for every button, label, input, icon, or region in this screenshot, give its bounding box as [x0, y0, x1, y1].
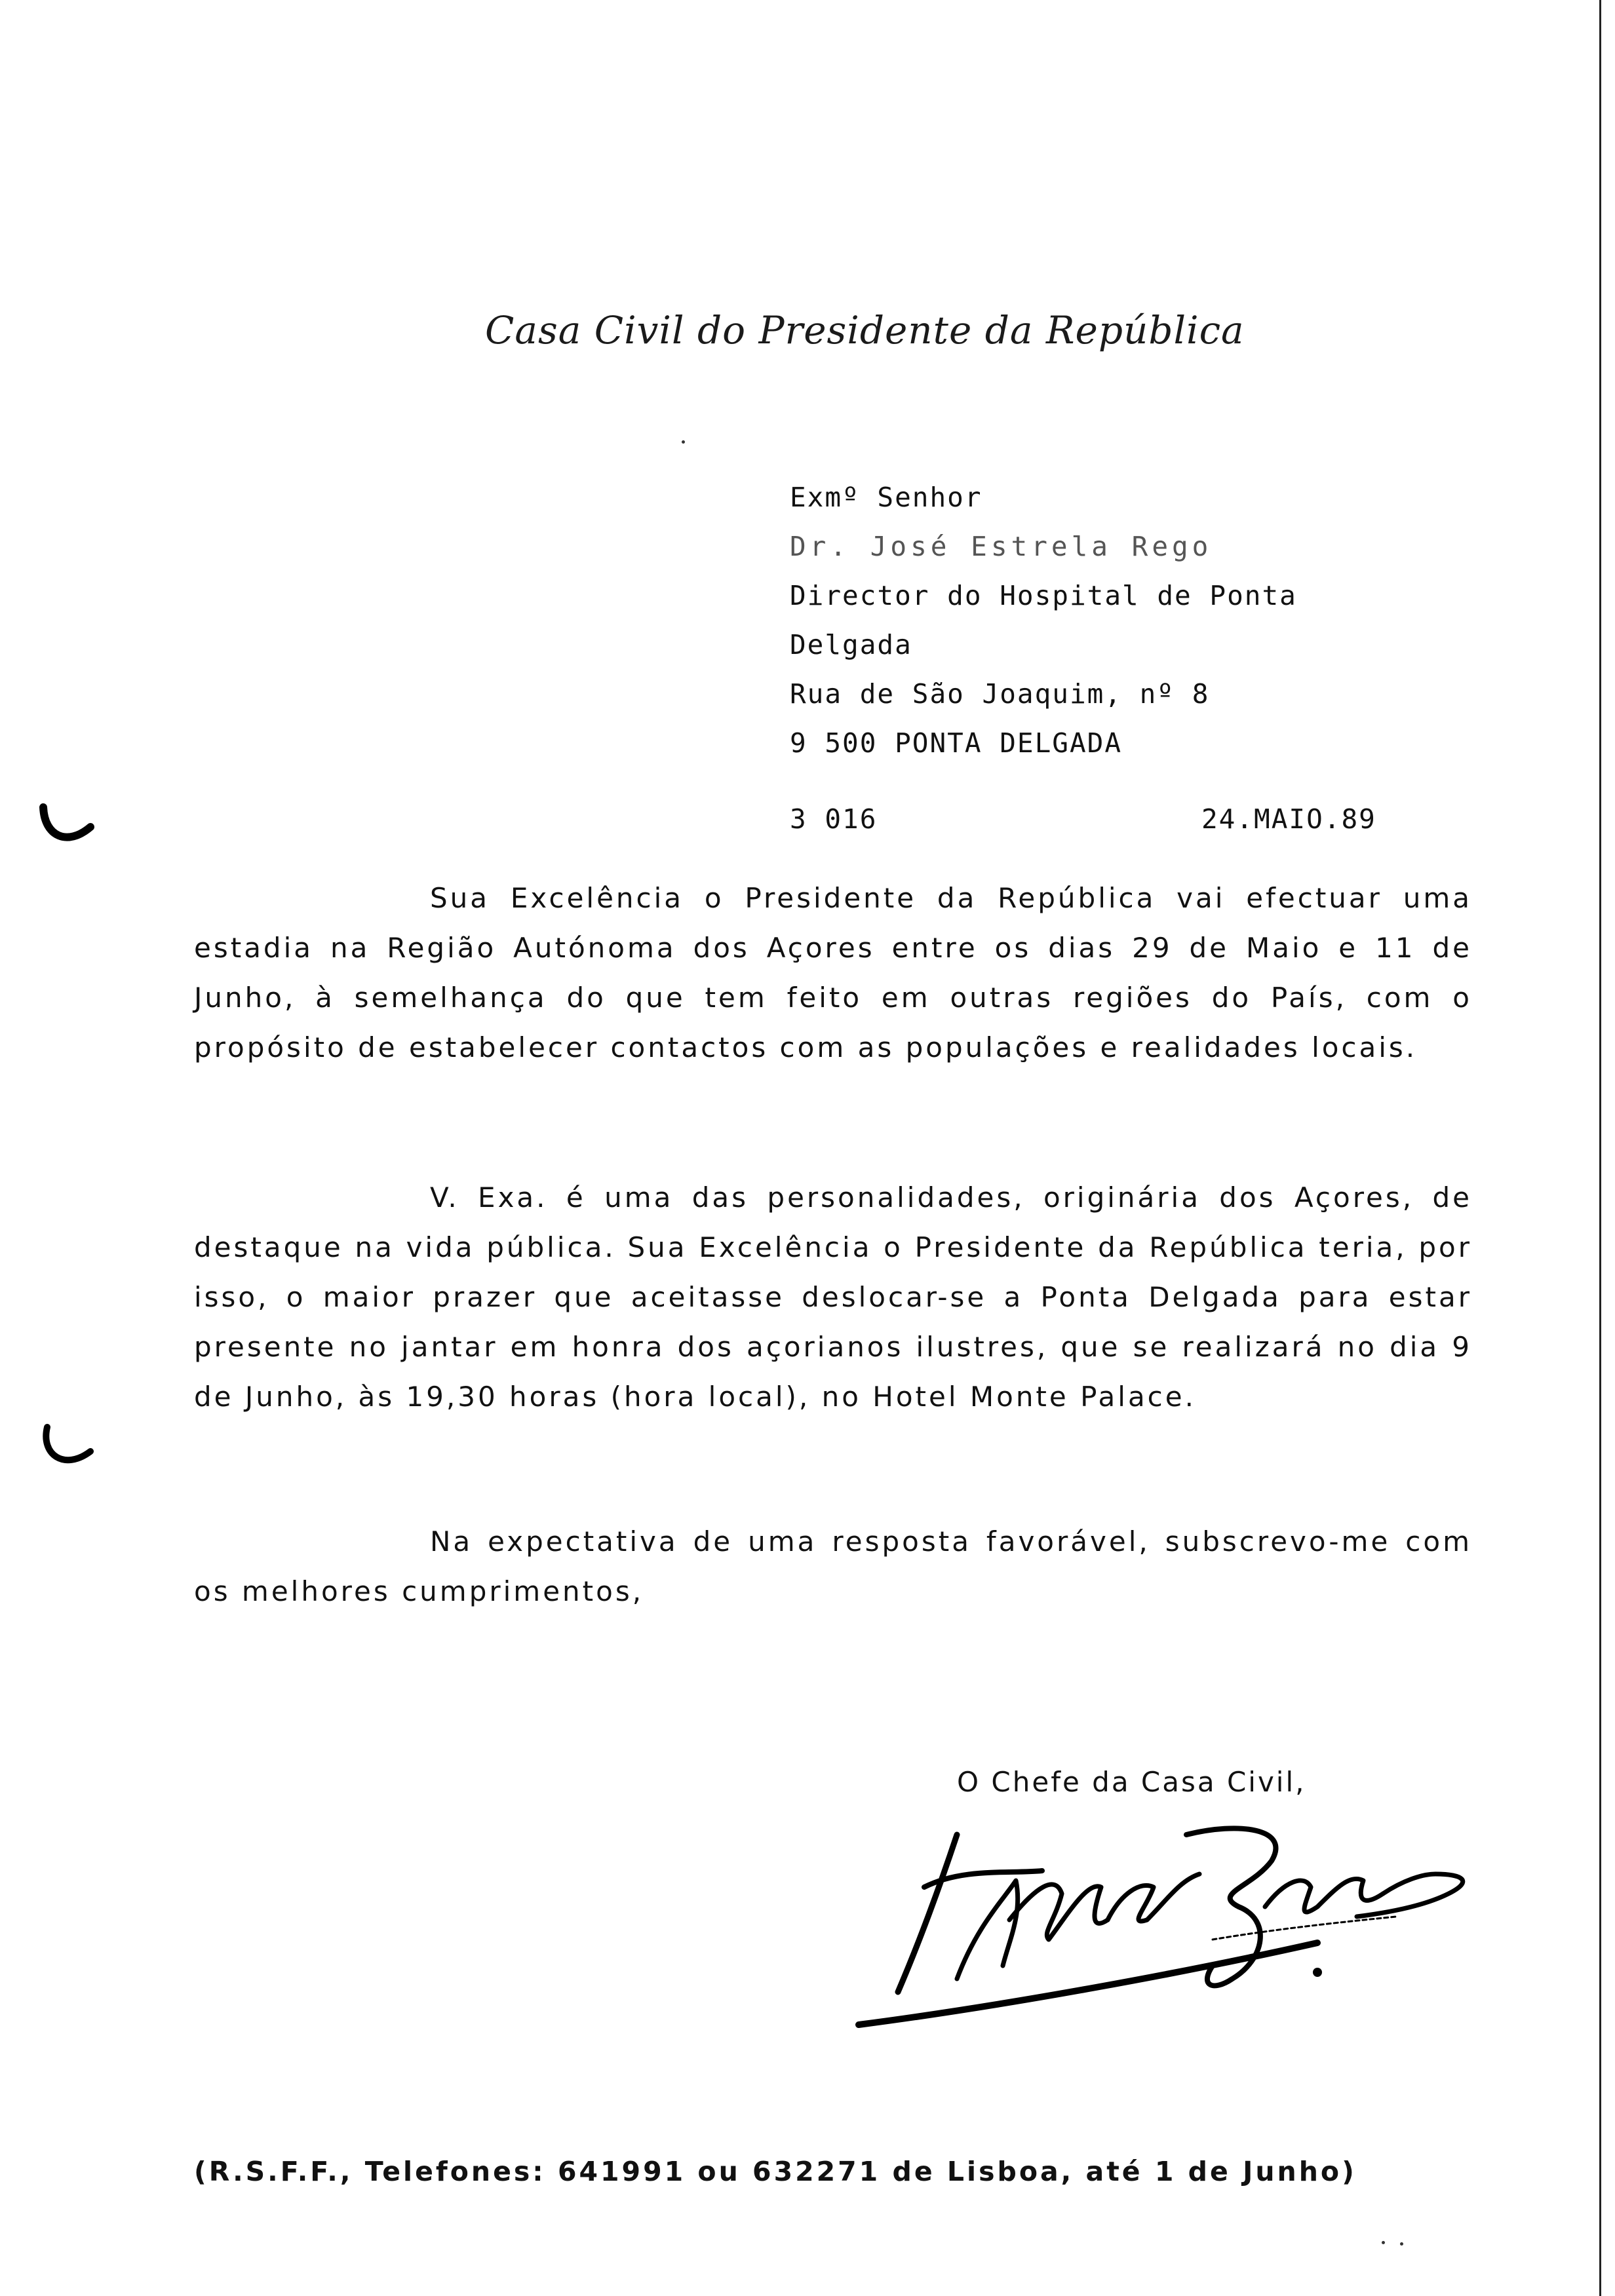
signature-dot	[1313, 1968, 1322, 1977]
recipient-address	[790, 473, 1297, 768]
punch-hole-mark	[38, 1422, 97, 1474]
body-paragraph-2: V. Exa. é uma das personalidades, originária dos Açores, de destaque na vida pública. Sua Excelência o Presidente da República teria, por isso, o maior prazer que aceitasse deslocar-se a Ponta Delgada para estar presente no jantar em honra dos açorianos ilustres, que se realizará no dia 9 de Junho, às 19,30 horas (hora local), no Hotel Monte Palace.	[194, 1181, 1472, 1413]
address-salutation: Exmº Senhor	[790, 482, 983, 513]
address-city: 9 500 PONTA DELGADA	[790, 727, 1122, 759]
address-street: Rua de São Joaquim, nº 8	[790, 678, 1210, 710]
punch-hole-mark	[38, 801, 97, 853]
page-edge-line	[1599, 0, 1601, 2296]
scan-speck	[1382, 2241, 1385, 2244]
closing-line: O Chefe da Casa Civil,	[957, 1766, 1306, 1798]
letterhead: Casa Civil do Presidente da República	[485, 308, 1245, 353]
scan-speck	[682, 440, 685, 444]
reference-date: 24.MAIO.89	[1201, 803, 1376, 835]
address-name: Dr. José Estrela Rego	[790, 531, 1213, 562]
body-paragraph-3: Na expectativa de uma resposta favorável, subscrevo-me com os melhores cumprimentos,	[194, 1525, 1472, 1607]
body-paragraph-1: Sua Excelência o Presidente da República vai efectuar uma estadia na Região Autónoma dos Açores entre os dias 29 de Maio e 11 de Junho, à semelhança do que tem feito em outras regiões do País, com o propósito de estabelecer contactos com as populações e realidades locais.	[194, 882, 1472, 1063]
address-title-line1: Director do Hospital de Ponta	[790, 580, 1297, 611]
reference-number: 3 016	[790, 803, 878, 835]
scan-speck	[1400, 2242, 1403, 2246]
address-title-line2: Delgada	[790, 629, 912, 660]
footnote: (R.S.F.F., Telefones: 641991 ou 632271 de Lisboa, até 1 de Junho)	[194, 2156, 1357, 2187]
handwritten-signature	[846, 1808, 1501, 2044]
